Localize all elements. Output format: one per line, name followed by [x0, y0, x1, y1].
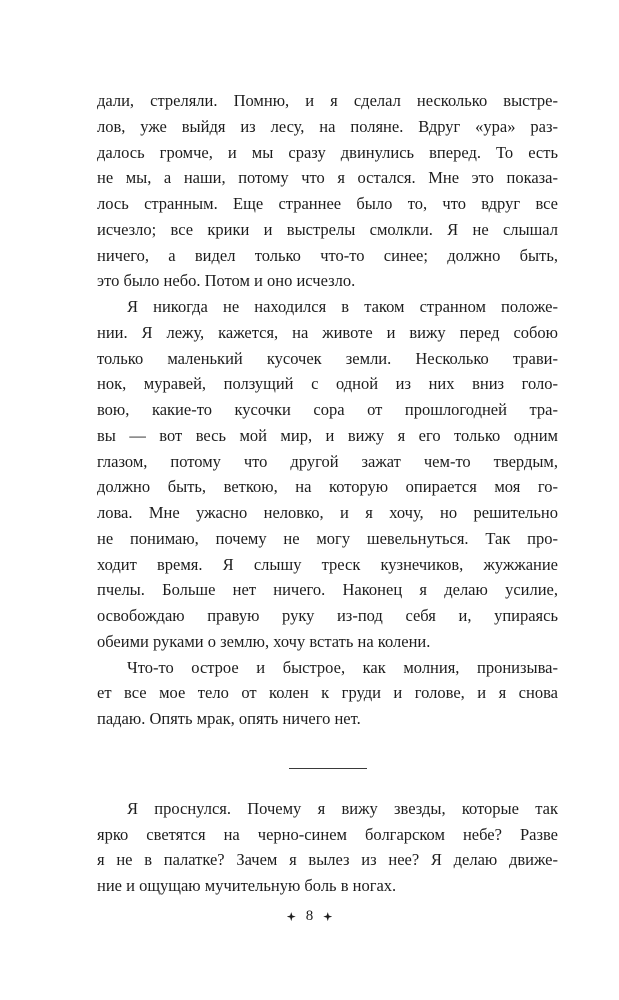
- text-line: лова. Мне ужасно неловко, и я хочу, но решительно: [97, 503, 558, 522]
- text-line: Я проснулся. Почему я вижу звезды, которые так: [127, 798, 558, 818]
- text-line: Я никогда не находился в таком странном положе-: [127, 297, 558, 316]
- diamond-ornament-right: [323, 912, 332, 921]
- text-line: ходит время. Я слышу треск кузнечиков, жужжание: [97, 554, 558, 574]
- text-line: исчезло; все крики и выстрелы смолкли. Я не слышал: [97, 219, 558, 239]
- text-line: обеими руками о землю, хочу встать на колени.: [97, 631, 431, 651]
- text-line: пчелы. Больше нет ничего. Наконец я делаю усилие,: [97, 580, 558, 600]
- text-line: глазом, потому что другой зажат чем-то твердым,: [97, 451, 558, 471]
- page-footer: [0, 908, 619, 925]
- text-line: падаю. Опять мрак, опять ничего нет.: [97, 709, 361, 728]
- text-line: освобождаю правую руку из-под себя и, упираясь: [97, 606, 558, 625]
- text-line: дали, стреляли. Помню, и я сделал несколько выстре-: [97, 91, 558, 110]
- text-line: ет все мое тело от колен к груди и голове, и я снова: [97, 683, 558, 703]
- text-line: я не в палатке? Зачем я вылез из нее? Я делаю движе-: [97, 850, 558, 870]
- paragraph: [97, 88, 558, 294]
- paragraph: [97, 796, 558, 899]
- text-line: не мы, а наши, потому что я остался. Мне это показа-: [97, 168, 558, 188]
- section-divider: [289, 768, 367, 769]
- paragraph: [97, 294, 558, 655]
- text-line: это было небо. Потом и оно исчезло.: [97, 271, 356, 291]
- text-line: далось громче, и мы сразу двинулись вперед. То есть: [97, 142, 558, 162]
- page-number: 8: [305, 908, 314, 925]
- text-line: вою, какие-то кусочки сора от прошлогодней тра-: [97, 400, 558, 419]
- page-text: [97, 88, 558, 899]
- text-line: лось странным. Еще страннее было то, что вдруг все: [97, 194, 558, 213]
- text-line: нок, муравей, ползущий с одной из них вниз голо-: [97, 374, 558, 394]
- text-line: ярко светятся на черно-синем болгарском небе? Разве: [97, 824, 558, 844]
- text-line: нии. Я лежу, кажется, на животе и вижу перед собою: [97, 322, 558, 342]
- text-line: Что-то острое и быстрое, как молния, пронизыва-: [127, 657, 558, 677]
- text-line: ние и ощущаю мучительную боль в ногах.: [97, 876, 397, 895]
- text-line: только маленький кусочек земли. Несколько трави-: [97, 348, 558, 368]
- text-line: должно быть, веткою, на которую опирается моя го-: [97, 477, 558, 497]
- text-line: вы — вот весь мой мир, и вижу я его только одним: [97, 425, 558, 445]
- text-line: лов, уже выйдя из лесу, на поляне. Вдруг «ура» раз-: [97, 116, 558, 136]
- text-line: не понимаю, почему не могу шевельнуться. Так про-: [97, 528, 558, 548]
- text-line: ничего, а видел только что-то синее; должно быть,: [97, 245, 558, 265]
- diamond-ornament-left: [287, 912, 296, 921]
- paragraph: [97, 655, 558, 732]
